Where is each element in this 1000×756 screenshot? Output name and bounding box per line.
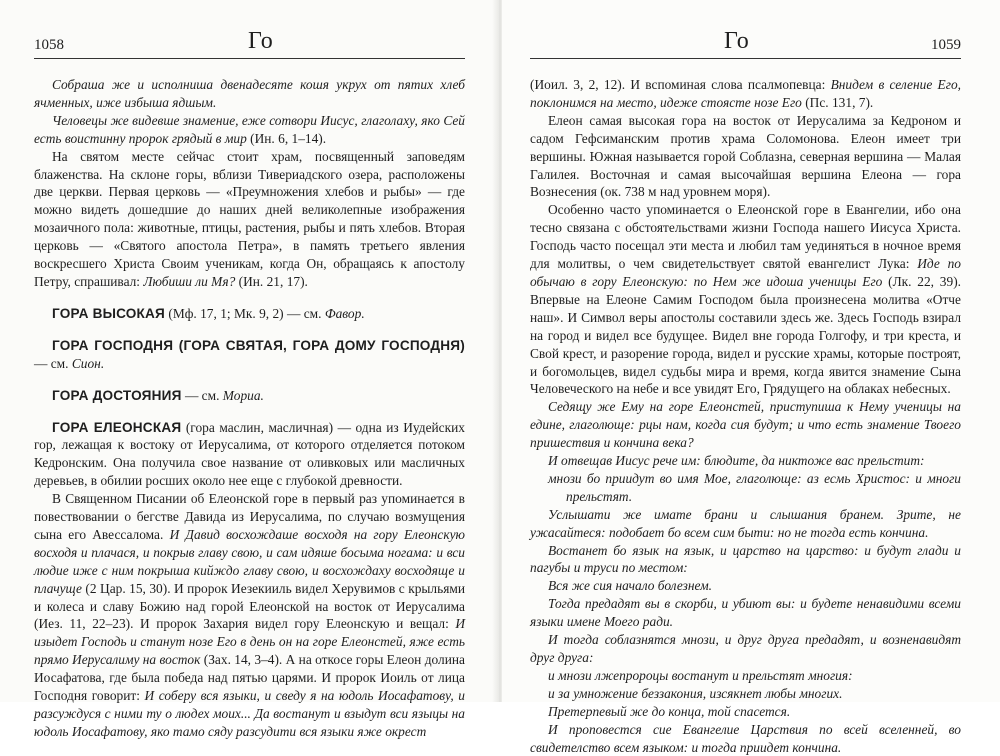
page-number-left: 1058 (34, 37, 64, 53)
citation: (Ин. 21, 17). (235, 273, 308, 289)
verse-text: Любиши ли Мя? (143, 273, 236, 289)
right-page-text (530, 76, 961, 756)
paragraph: Елеон самая высокая гора на восток от Иерусалима за Кедроном и садом Гефсиманским против храма Соломонова. Елеон имеет три вершины. Южная называется горой Соблазна, северная вершина — Малая Галилея. Восточная и самая высочайшая вершина Елеона — гора Вознесения (ок. 738 м над уровнем моря). (530, 112, 961, 200)
paragraph-text: В Священном Писании об Елеонской горе в первый раз упоминается в повествовании о бегстве Давида из Иерусалима, по случаю возмущения сына его Авессалома. (34, 491, 465, 542)
gospel-verse: И проповестся сие Евангелие Царствия по всей вселенней, во свидетелство всем языком: и тогда приидет кончина. (530, 721, 961, 755)
verse-text: Да востанут и взыдут вси языцы на юдоль Иосафатову, яко тамо сяду разсудити вся языки яже окрест (34, 706, 465, 739)
paragraph (34, 148, 465, 291)
gospel-verse: Вся же сия начало болезнем. (548, 578, 712, 594)
right-page (502, 0, 1000, 755)
verse-text: Человецы же видевше знамение, еже сотвори Иисус, глаголаху, яко Сей есть воистинну пророк грядый в мир (34, 112, 465, 146)
gospel-verse: Востанет бо язык на язык, и царство на царство: и будут глади и пагубы и труси по местом: (530, 542, 961, 576)
verse-text: И Давид восхождаше восходя на гору Елеонскую восходя и плачася, и покрыв главу свою, и сам идяше босыма ногама: и вси людие иже с ним покрыша кийждо главу свою, и восхождаху восходяще и плачуще (34, 526, 465, 596)
entry-reference: (Мф. 17, 1; Мк. 9, 2) — см. (165, 305, 325, 321)
paragraph (34, 112, 465, 148)
gospel-verse: Услышати же имате брани и слышания бранем. Зрите, не ужасайтеся: подобает бо всем сим быти: но не тогда есть кончина. (530, 506, 961, 540)
verse-text: Внидем в селение Его, поклонимся на место, идеже стоясте нозе Его (530, 77, 961, 110)
gospel-verse: мнози бо приидут во имя Мое, глаголюще: аз есмь Христос: и многи прельстят. (548, 470, 961, 504)
entry-headword: ГОРА ЕЛЕОНСКАЯ (52, 419, 182, 435)
left-page-header (34, 28, 465, 58)
verse-text: Иде по обычаю в гору Елеонскую: по Нем же идоша ученицы Его (530, 256, 962, 289)
running-head-right: Го (724, 28, 750, 54)
right-page-header (530, 28, 961, 58)
paragraph-text: (Иоил. 3, 2, 12). И вспоминая слова псалмопевца: (530, 77, 831, 92)
running-head-left: Го (248, 28, 274, 54)
entry-reference: — см. (181, 387, 223, 403)
left-page (0, 0, 498, 739)
header-rule (34, 58, 465, 59)
paragraph (34, 76, 465, 112)
paragraph-text: На святом месте сейчас стоит храм, посвященный заповедям блаженства. На склоне горы, вблизи Тивериадского озера, расположены две церкви. Первая церковь — «Преумножения хлебов и рыбы» — где можно видеть дошедшие до наших дней великолепные изображения мозаичного пола: животные, птицы, растения, рыбы и пять хлебов. Вторая церковь — «Святого апостола Петра», в память третьего явления воскресшего Христа Своим ученикам, когда Он, обращаясь к апостолу Петру, спрашивал: (34, 148, 465, 289)
page-number-right: 1059 (931, 37, 961, 53)
header-rule (530, 58, 961, 59)
gospel-verse: И отвещав Иисус рече им: блюдите, да никтоже вас прельстит: (548, 453, 925, 469)
gospel-verse: и за умножение беззакония, изсякнет любы многих. (548, 685, 843, 701)
paragraph (34, 490, 465, 741)
paragraph-text: (2 Цар. 15, 30). И пророк Иезекииль видел Херувимов с крыльями и колеса и славу Божию над горой Елеонской на восток от Иерусалима (Иез. 11, 22–23). И пророк Захария видел гору Елеонскую и вещал: (34, 580, 465, 632)
verse-text: И соберу вся языки, и сведу я на юдоль Иосафатову, и разсуждуся с ними ту о людех моих... (34, 688, 466, 721)
paragraph (530, 76, 961, 112)
gospel-verse: Седящу же Ему на горе Елеонстей, приступиша к Нему ученицы на едине, глаголюще: рцы нам, когда сия будут; и что есть знамение Твоего пришествия и кончина века? (530, 399, 961, 451)
gospel-verse: И тогда соблазнятся мнози, и друг друга предадят, и возненавидят друг друга: (530, 632, 961, 665)
entry-headword: ГОРА ВЫСОКАЯ (52, 305, 166, 321)
paragraph (530, 201, 961, 398)
citation: (Ин. 6, 1–14). (246, 130, 327, 146)
paragraph-text: (Лк. 22, 39). Впервые на Елеоне Самим Господом была произнесена молитва «Отче наш». И Символ веры апостолы составили здесь же. Здесь Господь взирал на город и видел все будущее. Видел вне города Голгофу, и три креста, и Свой крест, и разорение города, видел и русские храмы, которые построят, и богомольцев, видел судьбы мира и время, когда явится знамение Сына Человеческого на небе и все увидят Его, Грядущего на облаках небесных. (530, 273, 961, 397)
gospel-verse: и мнози лжепророцы востанут и прельстят многия: (548, 667, 853, 683)
citation: (Пс. 131, 7). (801, 94, 874, 110)
entry-reference: — см. (34, 355, 72, 371)
cross-reference: Фавор. (324, 305, 365, 321)
entry-gora-gospodnya (34, 337, 465, 373)
gospel-verse: Претерпевый же до конца, той спасется. (548, 703, 791, 719)
left-page-text (34, 76, 465, 741)
entry-headword: ГОРА ДОСТОЯНИЯ (52, 387, 182, 403)
entry-gora-dostoyaniya (34, 387, 465, 405)
paragraph-text: Особенно часто упоминается о Елеонской горе в Евангелии, ибо она тесно связана с обстоятельствами жизни Господа нашего Иисуса Христа. Господь часто посещал эти места и любил там уединяться в ночное время для молитвы, о чем свидетельствует святой евангелист Лука: (530, 202, 961, 272)
entry-gora-vysokaya (34, 305, 465, 323)
cross-reference: Мориа. (222, 387, 264, 403)
verse-text: Собраша же и исполниша двенадесяте кошя укрух от пятих хлеб ячменных, иже избыша ядшым. (34, 77, 465, 110)
paragraph-text: (Зах. 14, 3–4). А на откосе горы Елеон долина Иосафатова, где была победа над пятью царями. И пророк Иоиль от лица Господня говорит: (34, 652, 465, 704)
entry-definition: (гора маслин, масличная) — одна из Иудейских гор, лежащая к востоку от Иерусалима, от которого отделяется потоком Кедронским. Она получила свое название от оливковых или масличных деревьев, в обилии росших около нее еще с глубокой древности. (34, 419, 465, 489)
entry-headword: ГОРА ГОСПОДНЯ (ГОРА СВЯТАЯ, ГОРА ДОМУ ГОСПОДНЯ) (52, 337, 465, 353)
entry-gora-eleonskaya (34, 419, 465, 491)
gospel-verse: Тогда предадят вы в скорби, и убиют вы: и будете ненавидими всеми языки имене Моего ради. (530, 596, 961, 630)
verse-text: И изыдет Господь и станут нозе Его в день он на горе Елеонстей, яже есть прямо Иерусалиму на восток (34, 616, 465, 668)
cross-reference: Сион. (71, 355, 105, 371)
